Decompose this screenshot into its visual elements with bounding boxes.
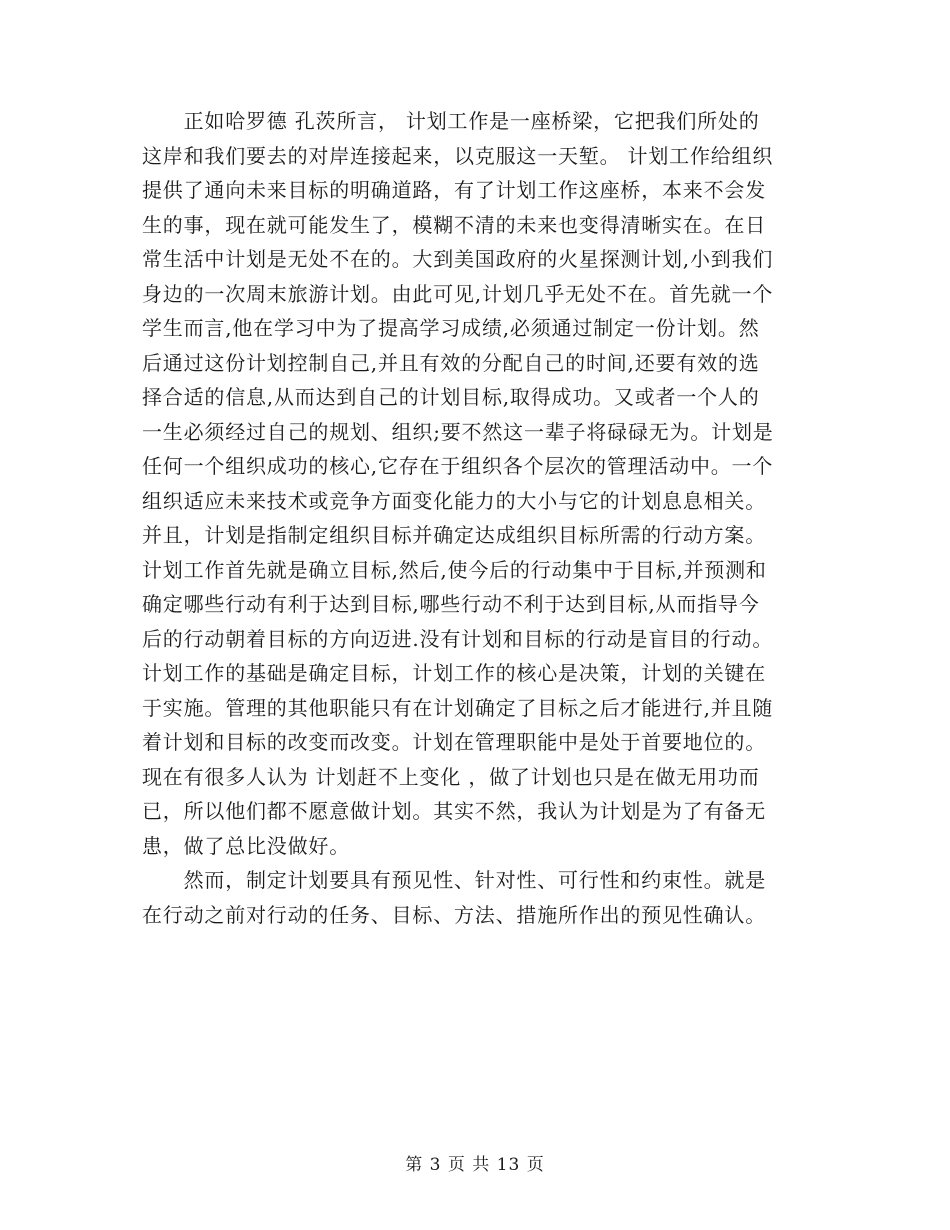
page-footer (0, 1150, 950, 1175)
text-line: 组织适应未来技术或竞争方面变化能力的大小与它的计划息息相关。 (142, 488, 766, 513)
text-line: 于实施。管理的其他职能只有在计划确定了目标之后才能进行,并且随 (142, 695, 774, 720)
text-line: 生的事，现在就可能发生了，模糊不清的未来也变得清晰实在。在日 (142, 212, 766, 237)
text-line: 提供了通向未来目标的明确道路，有了计划工作这座桥，本来不会发 (142, 178, 766, 202)
text-line: 患，做了总比没做好。 (142, 833, 350, 858)
document-body (142, 104, 807, 932)
text-line: 计划工作首先就是确立目标,然后,使今后的行动集中于目标,并预测和 (142, 557, 767, 582)
text-line: 身边的一次周末旅游计划。由此可见,计划几乎无处不在。首先就一个 (142, 281, 774, 306)
text-line: 这岸和我们要去的对岸连接起来，以克服这一天堑。 计划工作给组织 (142, 143, 774, 168)
text-line: 已，所以他们都不愿意做计划。其实不然，我认为计划是为了有备无 (142, 799, 766, 823)
page-number-label: 第 3 页 共 13 页 (405, 1155, 545, 1175)
text-line: 现在有很多人认为 计划赶不上变化 ，做了计划也只是在做无用功而 (142, 764, 760, 789)
text-line: 一生必须经过自己的规划、组织;要不然这一辈子将碌碌无为。计划是 (142, 419, 774, 444)
text-line: 然而，制定计划要具有预见性、针对性、可行性和约束性。就是 (142, 868, 766, 892)
paragraph-2 (142, 863, 807, 932)
text-line: 择合适的信息,从而达到自己的计划目标,取得成功。又或者一个人的 (142, 385, 760, 409)
paragraph-1 (142, 104, 807, 863)
text-line: 在行动之前对行动的任务、目标、方法、措施所作出的预见性确认。 (142, 902, 766, 927)
text-line: 后的行动朝着目标的方向迈进.没有计划和目标的行动是盲目的行动。 (142, 626, 774, 651)
text-line: 确定哪些行动有利于达到目标,哪些行动不利于达到目标,从而指导今 (142, 592, 760, 616)
text-line: 后通过这份计划控制自己,并且有效的分配自己的时间,还要有效的选 (142, 350, 760, 375)
text-line: 计划工作的基础是确定目标，计划工作的核心是决策，计划的关键在 (142, 661, 766, 685)
text-line: 任何一个组织成功的核心,它存在于组织各个层次的管理活动中。一个 (142, 454, 774, 478)
text-line: 学生而言,他在学习中为了提高学习成绩,必须通过制定一份计划。然 (142, 316, 760, 340)
text-line: 并且，计划是指制定组织目标并确定达成组织目标所需的行动方案。 (142, 523, 766, 547)
text-line: 常生活中计划是无处不在的。大到美国政府的火星探测计划,小到我们 (142, 247, 774, 271)
text-line: 正如哈罗德 孔茨所言， 计划工作是一座桥梁，它把我们所处的 (142, 109, 760, 133)
text-line: 着计划和目标的改变而改变。计划在管理职能中是处于首要地位的。 (142, 730, 766, 754)
